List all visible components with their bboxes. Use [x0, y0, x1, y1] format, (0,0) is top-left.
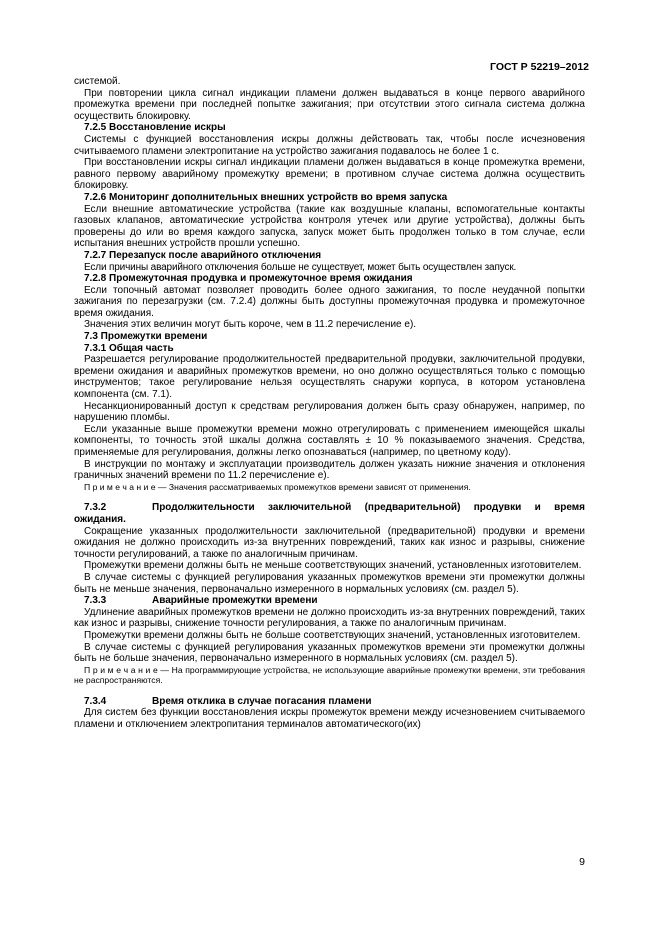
- paragraph: В случае системы с функцией регулирования указанных промежутков времени эти промежутки должны быть не больше значения, первоначально измеренного в нормальных условиях (см. раздел 5).: [74, 641, 585, 665]
- paragraph: Промежутки времени должны быть не больше соответствующих значений, установленных изготовителем.: [84, 629, 581, 641]
- paragraph: Значения этих величин могут быть короче, чем в 11.2 перечисление е).: [84, 319, 417, 331]
- section-heading: 7.2.5 Восстановление искры: [84, 122, 226, 134]
- paragraph: В инструкции по монтажу и эксплуатации производитель должен указать нижние значения и отклонения граничных значений времени по 11.2 перечисление е).: [74, 458, 585, 482]
- section-heading: 7.2.8 Промежуточная продувка и промежуточное время ожидания: [84, 273, 413, 285]
- section-heading: 7.2.6 Мониторинг дополнительных внешних устройств во время запуска: [84, 191, 448, 203]
- paragraph: Если указанные выше промежутки времени можно отрегулировать с применением имеющейся шкалы компоненты, то точность этой шкалы должна составлять ± 10 % показываемого значения. Средства, применяемые для регулирования, должны легко опознаваться (например, по цветному коду).: [74, 423, 585, 458]
- section-number: 7.3.4: [84, 695, 107, 707]
- paragraph: Если внешние автоматические устройства (такие как воздушные клапаны, вспомогательные контакты газовых клапанов, автоматические устройства контроля утечек или другие устройства), должны быть проверены до или во время каждого запуска, запуск может быть продолжен только в том случае, если испытания внешних устройств прошли успешно.: [74, 203, 585, 250]
- document-body: [74, 76, 585, 731]
- section-title: Аварийные промежутки времени: [152, 595, 318, 607]
- section-heading: 7.3.1 Общая часть: [84, 342, 174, 354]
- paragraph: Для систем без функции восстановления искры промежуток времени между исчезновением считываемого пламени и отключением электропитания терминалов автоматического(их): [74, 707, 585, 731]
- note: П р и м е ч а н и е — Значения рассматриваемых промежутков времени зависят от применения.: [84, 481, 471, 492]
- section-heading: [74, 696, 585, 708]
- section-heading: [74, 502, 585, 525]
- paragraph: В случае системы с функцией регулирования указанных промежутков времени эти промежутки должны быть не меньше значения, первоначально измеренного в нормальных условиях (см. раздел 5).: [74, 571, 585, 595]
- paragraph: Несанкционированный доступ к средствам регулирования должен быть сразу обнаружен, например, по нарушению пломбы.: [74, 400, 585, 424]
- paragraph: системой.: [74, 76, 121, 87]
- paragraph: При повторении цикла сигнал индикации пламени должен выдаваться в конце первого аварийного промежутка времени при последней попытке зажигания; при отсутствии этого сигнала система должна осуществить блокировку.: [74, 87, 585, 122]
- standard-code: ГОСТ Р 52219–2012: [490, 61, 589, 73]
- note: П р и м е ч а н и е — На программирующие устройства, не использующие аварийные промежутки времени, эти требования не распространяются.: [74, 664, 585, 686]
- spacer: [74, 686, 585, 696]
- paragraph: Системы с функцией восстановления искры должны действовать так, чтобы после исчезновения считываемого пламени электропитание на устройство зажигания подавалось не более 1 с.: [74, 133, 585, 157]
- paragraph: Разрешается регулирование продолжительностей предварительной продувки, заключительной продувки, времени ожидания и аварийных промежутков времени, но оно должно осуществляться только с помощью инструментов; такое регулирование нельзя осуществлять снаружи корпуса, в котором установлена компонента (см. 7.1).: [74, 354, 585, 401]
- section-heading: 7.2.7 Перезапуск после аварийного отключения: [84, 249, 322, 261]
- paragraph: Если топочный автомат позволяет проводить более одного зажигания, то после неудачной попытки зажигания по перезагрузки (см. 7.2.4) должны быть доступны промежуточная продувка и промежуточное время ожидания.: [74, 284, 585, 319]
- paragraph: Удлинение аварийных промежутков времени не должно происходить из-за внутренних повреждений, таких как износ и разрывы, снижение точности регулирования, а также по аналогичным причинам.: [74, 606, 585, 630]
- page-number: 9: [579, 856, 585, 868]
- section-heading: 7.3 Промежутки времени: [84, 331, 208, 343]
- section-heading: [74, 595, 585, 607]
- section-number: 7.3.2: [84, 502, 107, 514]
- section-title: Продолжительности заключительной (предварительной) продувки и время ожидания.: [74, 502, 585, 525]
- paragraph: При восстановлении искры сигнал индикации пламени должен выдаваться в конце промежутка времени, равного первому аварийному промежутку времени; в противном случае система должна осуществить блокировку.: [74, 157, 585, 192]
- paragraph: Сокращение указанных продолжительности заключительной (предварительной) продувки и времени ожидания не должно происходить из-за внутренних повреждений, таких как износ и разрывы, снижение точности регулирований, а также по аналогичным причинам.: [74, 525, 585, 560]
- spacer: [74, 492, 585, 502]
- section-title: Время отклика в случае погасания пламени: [152, 695, 372, 707]
- paragraph: Если причины аварийного отключения больше не существует, может быть осуществлен запуск.: [84, 261, 517, 273]
- paragraph: Промежутки времени должны быть не меньше соответствующих значений, установленных изготовителем.: [84, 560, 582, 572]
- section-number: 7.3.3: [84, 595, 107, 607]
